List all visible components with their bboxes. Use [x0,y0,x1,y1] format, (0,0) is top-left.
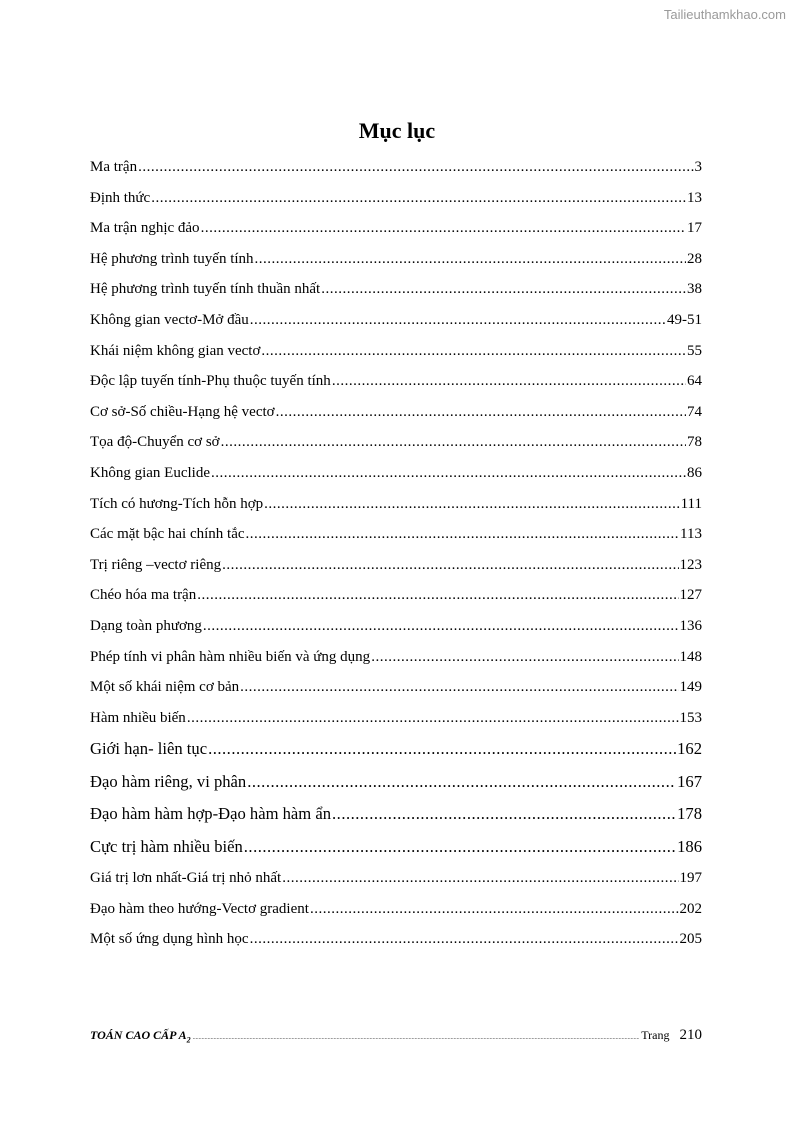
dot-leader [222,550,678,581]
toc-entry-page: 127 [679,587,702,604]
dot-leader [201,213,686,244]
toc-entry-page: 123 [679,556,702,573]
toc-entry[interactable] [90,336,702,367]
dot-leader [321,274,686,305]
toc-entry-page: 148 [679,648,702,665]
dot-leader [250,305,666,336]
dot-leader [371,642,678,673]
toc-entry-label: Tọa độ-Chuyển cơ sở [90,434,220,451]
toc-entry-label: Trị riêng –vectơ riêng [90,556,222,573]
toc-entry-label: Hệ phương trình tuyến tính thuần nhất [90,281,321,298]
toc-entry[interactable] [90,766,702,799]
toc-entry[interactable] [90,458,702,489]
toc-entry[interactable] [90,550,702,581]
dot-leader [282,863,678,894]
toc-entry-page: 111 [680,495,702,512]
page-footer [90,1027,702,1044]
toc-entry[interactable] [90,213,702,244]
toc-entry-page: 153 [679,709,702,726]
toc-entry-page: 197 [679,870,702,887]
dot-leader [187,703,679,734]
footer-page-number: 210 [679,1027,702,1043]
footer-title-text: TOÁN CAO CẤP A [90,1028,187,1042]
toc-entry[interactable] [90,924,702,955]
toc-entry[interactable] [90,580,702,611]
toc-entry[interactable] [90,489,702,520]
toc-entry-label: Dạng toàn phương [90,617,202,634]
toc-entry-label: Ma trận [90,159,138,175]
toc-entry-label: Định thức [90,189,151,206]
dot-leader [203,611,679,642]
footer-dot-leader [193,1035,640,1041]
toc-entry[interactable] [90,244,702,275]
dot-leader [240,672,678,703]
toc-entry[interactable] [90,798,702,831]
toc-entry-page: 28 [687,250,702,267]
toc-entry-label: Phép tính vi phân hàm nhiều biến và ứng dụng [90,648,371,665]
dot-leader [264,489,679,520]
toc-entry-page: 78 [687,434,702,451]
toc-entry[interactable] [90,305,702,336]
toc-entry[interactable] [90,427,702,458]
toc-entry[interactable] [90,672,702,703]
footer-page-label: Trang [641,1028,670,1042]
toc-entry-page: 74 [687,403,702,420]
footer-title-subscript: 2 [186,1035,191,1045]
toc-entry[interactable] [90,703,702,734]
toc-entry-page: 13 [687,189,702,206]
dot-leader [261,336,686,367]
dot-leader [197,580,678,611]
dot-leader [276,397,686,428]
toc-entry-label: Giới hạn- liên tục [90,739,208,759]
toc-entry-label: Hàm nhiều biến [90,709,186,726]
toc-entry-page: 205 [679,931,702,948]
dot-leader [332,798,676,831]
toc-entry-label: Chéo hóa ma trận [90,587,197,604]
toc-entry[interactable] [90,183,702,214]
toc-entry-label: Không gian Euclide [90,464,210,481]
toc-entry[interactable] [90,642,702,673]
toc-entry[interactable] [90,611,702,642]
dot-leader [255,244,686,275]
toc-entry[interactable] [90,519,702,550]
toc-entry-label: Giá trị lơn nhất-Giá trị nhỏ nhất [90,870,282,887]
toc-entry-page: 86 [687,464,702,481]
toc-entry[interactable] [90,831,702,864]
toc-entry-page: 136 [679,617,702,634]
toc-entry-page: 55 [687,342,702,359]
toc-entry-label: Một số khái niệm cơ bản [90,679,240,696]
toc-entry-page: 17 [687,220,702,237]
page-title: Mục lục [358,118,436,143]
toc-entry-label: Tích có hương-Tích hỗn hợp [90,495,264,512]
dot-leader [332,366,686,397]
toc-entry[interactable] [90,863,702,894]
toc-entry-label: Cơ sở-Số chiều-Hạng hệ vectơ [90,403,275,420]
toc-entry-label: Cực trị hàm nhiều biến [90,836,243,856]
toc-entry-page: 113 [680,526,702,543]
dot-leader [310,894,679,925]
toc-entry-page: 49-51 [667,311,702,328]
toc-entry[interactable] [90,397,702,428]
dot-leader [211,458,686,489]
toc-entry-page: 64 [687,373,702,390]
toc-entry-label: Các mặt bậc hai chính tắc [90,526,245,543]
footer-title [90,1028,191,1044]
dot-leader [151,183,686,214]
toc-entry[interactable] [90,274,702,305]
toc-entry[interactable] [90,733,702,766]
toc-entry-page: 202 [679,900,702,917]
dot-leader [244,831,676,864]
toc-entry-label: Đạo hàm theo hướng-Vectơ gradient [90,900,309,917]
toc-entry-label: Hệ phương trình tuyến tính [90,250,254,267]
dot-leader [250,924,679,955]
toc-entry-label: Đạo hàm riêng, vi phân [90,771,247,791]
table-of-contents [90,152,702,955]
dot-leader [221,427,686,458]
toc-entry-page: 178 [677,804,702,824]
toc-entry-label: Một số ứng dụng hình học [90,931,249,948]
toc-entry-page: 167 [677,771,702,791]
toc-entry-page: 149 [679,679,702,696]
dot-leader [246,519,680,550]
toc-entry[interactable] [90,152,702,183]
dot-leader [138,152,693,183]
toc-entry-page: 38 [687,281,702,298]
toc-entry-page: 3 [694,159,702,175]
toc-entry-label: Ma trận nghịc đảo [90,220,200,237]
watermark: Tailieuthamkhao.com [663,7,786,22]
toc-entry-label: Không gian vectơ-Mở đầu [90,311,249,328]
toc-entry-page: 162 [677,739,702,759]
toc-entry-label: Đạo hàm hàm hợp-Đạo hàm hàm ẩn [90,804,332,824]
toc-entry[interactable] [90,366,702,397]
toc-entry-page: 186 [677,836,702,856]
dot-leader [247,766,676,799]
dot-leader [208,733,676,766]
toc-entry-label: Khái niệm không gian vectơ [90,342,261,359]
toc-entry-label: Độc lập tuyến tính-Phụ thuộc tuyến tính [90,373,331,390]
toc-entry[interactable] [90,894,702,925]
